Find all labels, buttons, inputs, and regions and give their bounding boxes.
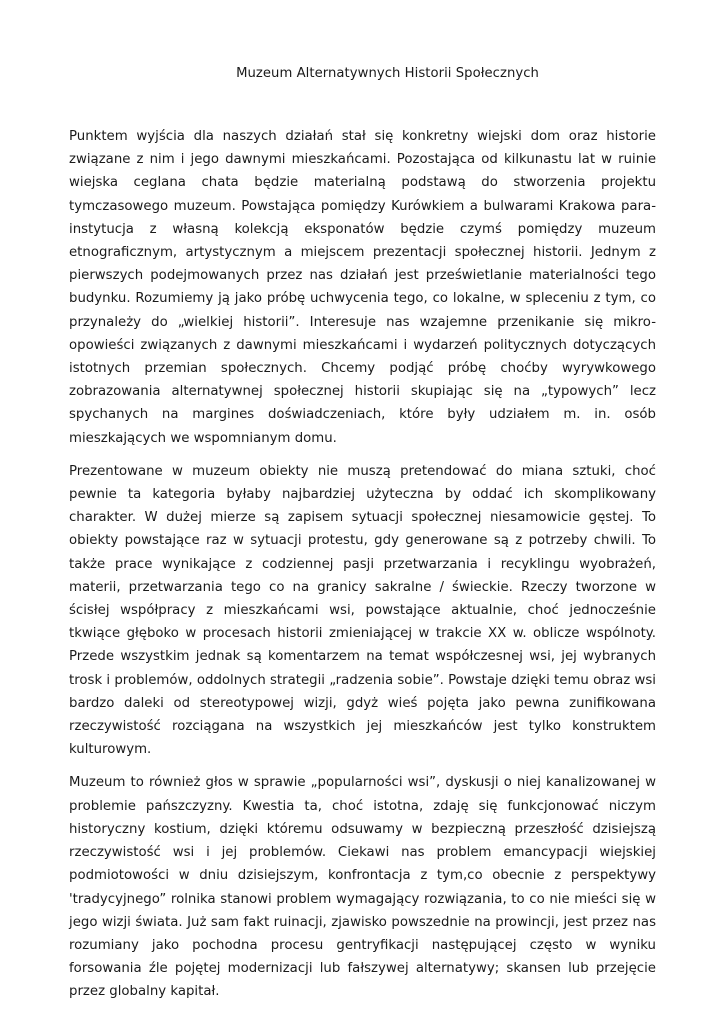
document-title: Muzeum Alternatywnych Historii Społecznych <box>236 66 539 81</box>
paragraph-3: Muzeum to również głos w sprawie „popularności wsi”, dyskusji o niej kanalizowanej w problemie pańszczyzny. Kwestia ta, choć istotna, zdaję się funkcjonować niczym historyczny kostium, dzięki któremu odsuwamy w bezpieczną przeszłość dzisiejszą rzeczywistość wsi i jej problemów. Ciekawi nas problem emancypacji wiejskiej podmiotowości w dniu dzisiejszym, konfrontacja z tym,co obecnie z perspektywy 'tradycyjnego” rolnika stanowi problem wymagający rozwiązania, to co nie mieści się w jego wizji świata. Już sam fakt ruinacji, zjawisko powszednie na prowincji, jest przez nas rozumiany jako pochodna procesu gentryfikacji następującej często w wyniku forsowania źle pojętej modernizacji lub fałszywej alternatywy; skansen lub przejęcie przez globalny kapitał. <box>69 775 656 1000</box>
document-body <box>69 125 656 1014</box>
paragraph-2: Prezentowane w muzeum obiekty nie muszą pretendować do miana sztuki, choć pewnie ta kategoria byłaby najbardziej użyteczna by oddać ich skomplikowany charakter. W dużej mierze są zapisem sytuacji społecznej niesamowicie gęstej. To obiekty powstające raz w sytuacji protestu, gdy generowane są z potrzeby chwili. To także prace wynikające z codziennej pasji przetwarzania i recyklingu wyobrażeń, materii, przetwarzania tego co na granicy sakralne / świeckie. Rzeczy tworzone w ścisłej współpracy z mieszkańcami wsi, powstające aktualnie, choć jednocześnie tkwiące głęboko w procesach historii zmieniającej w trakcie XX w. oblicze wspólnoty. Przede wszystkim jednak są komentarzem na temat współczesnej wsi, jej wybranych trosk i problemów, oddolnych strategii „radzenia sobie”. Powstaje dzięki temu obraz wsi bardzo daleki od stereotypowej wizji, gdyż wieś pojęta jako pewna zunifikowana rzeczywistość rozciągana na wszystkich jej mieszkańców jest tylko konstruktem kulturowym. <box>69 463 656 758</box>
paragraph-1: Punktem wyjścia dla naszych działań stał się konkretny wiejski dom oraz historie związane z nim i jego dawnymi mieszkańcami. Pozostająca od kilkunastu lat w ruinie wiejska ceglana chata będzie materialną podstawą do stworzenia projektu tymczasowego muzeum. Powstająca pomiędzy Kurówkiem a bulwarami Krakowa para-instytucja z własną kolekcją eksponatów będzie czymś pomiędzy muzeum etnograficznym, artystycznym a miejscem prezentacji społecznej historii. Jednym z pierwszych podejmowanych przez nas działań jest prześwietlanie materialności tego budynku. Rozumiemy ją jako próbę uchwycenia tego, co lokalne, w spleceniu z tym, co przynależy do „wielkiej historii”. Interesuje nas wzajemne przenikanie się mikro-opowieści związanych z dawnymi mieszkańcami i wydarzeń politycznych dotyczących istotnych przemian społecznych. Chcemy podjąć próbę choćby wyrywkowego zobrazowania alternatywnej społecznej historii skupiając się na „typowych” lecz spychanych na margines doświadczeniach, które były udziałem m. in. osób mieszkających we wspomnianym domu. <box>69 129 656 446</box>
